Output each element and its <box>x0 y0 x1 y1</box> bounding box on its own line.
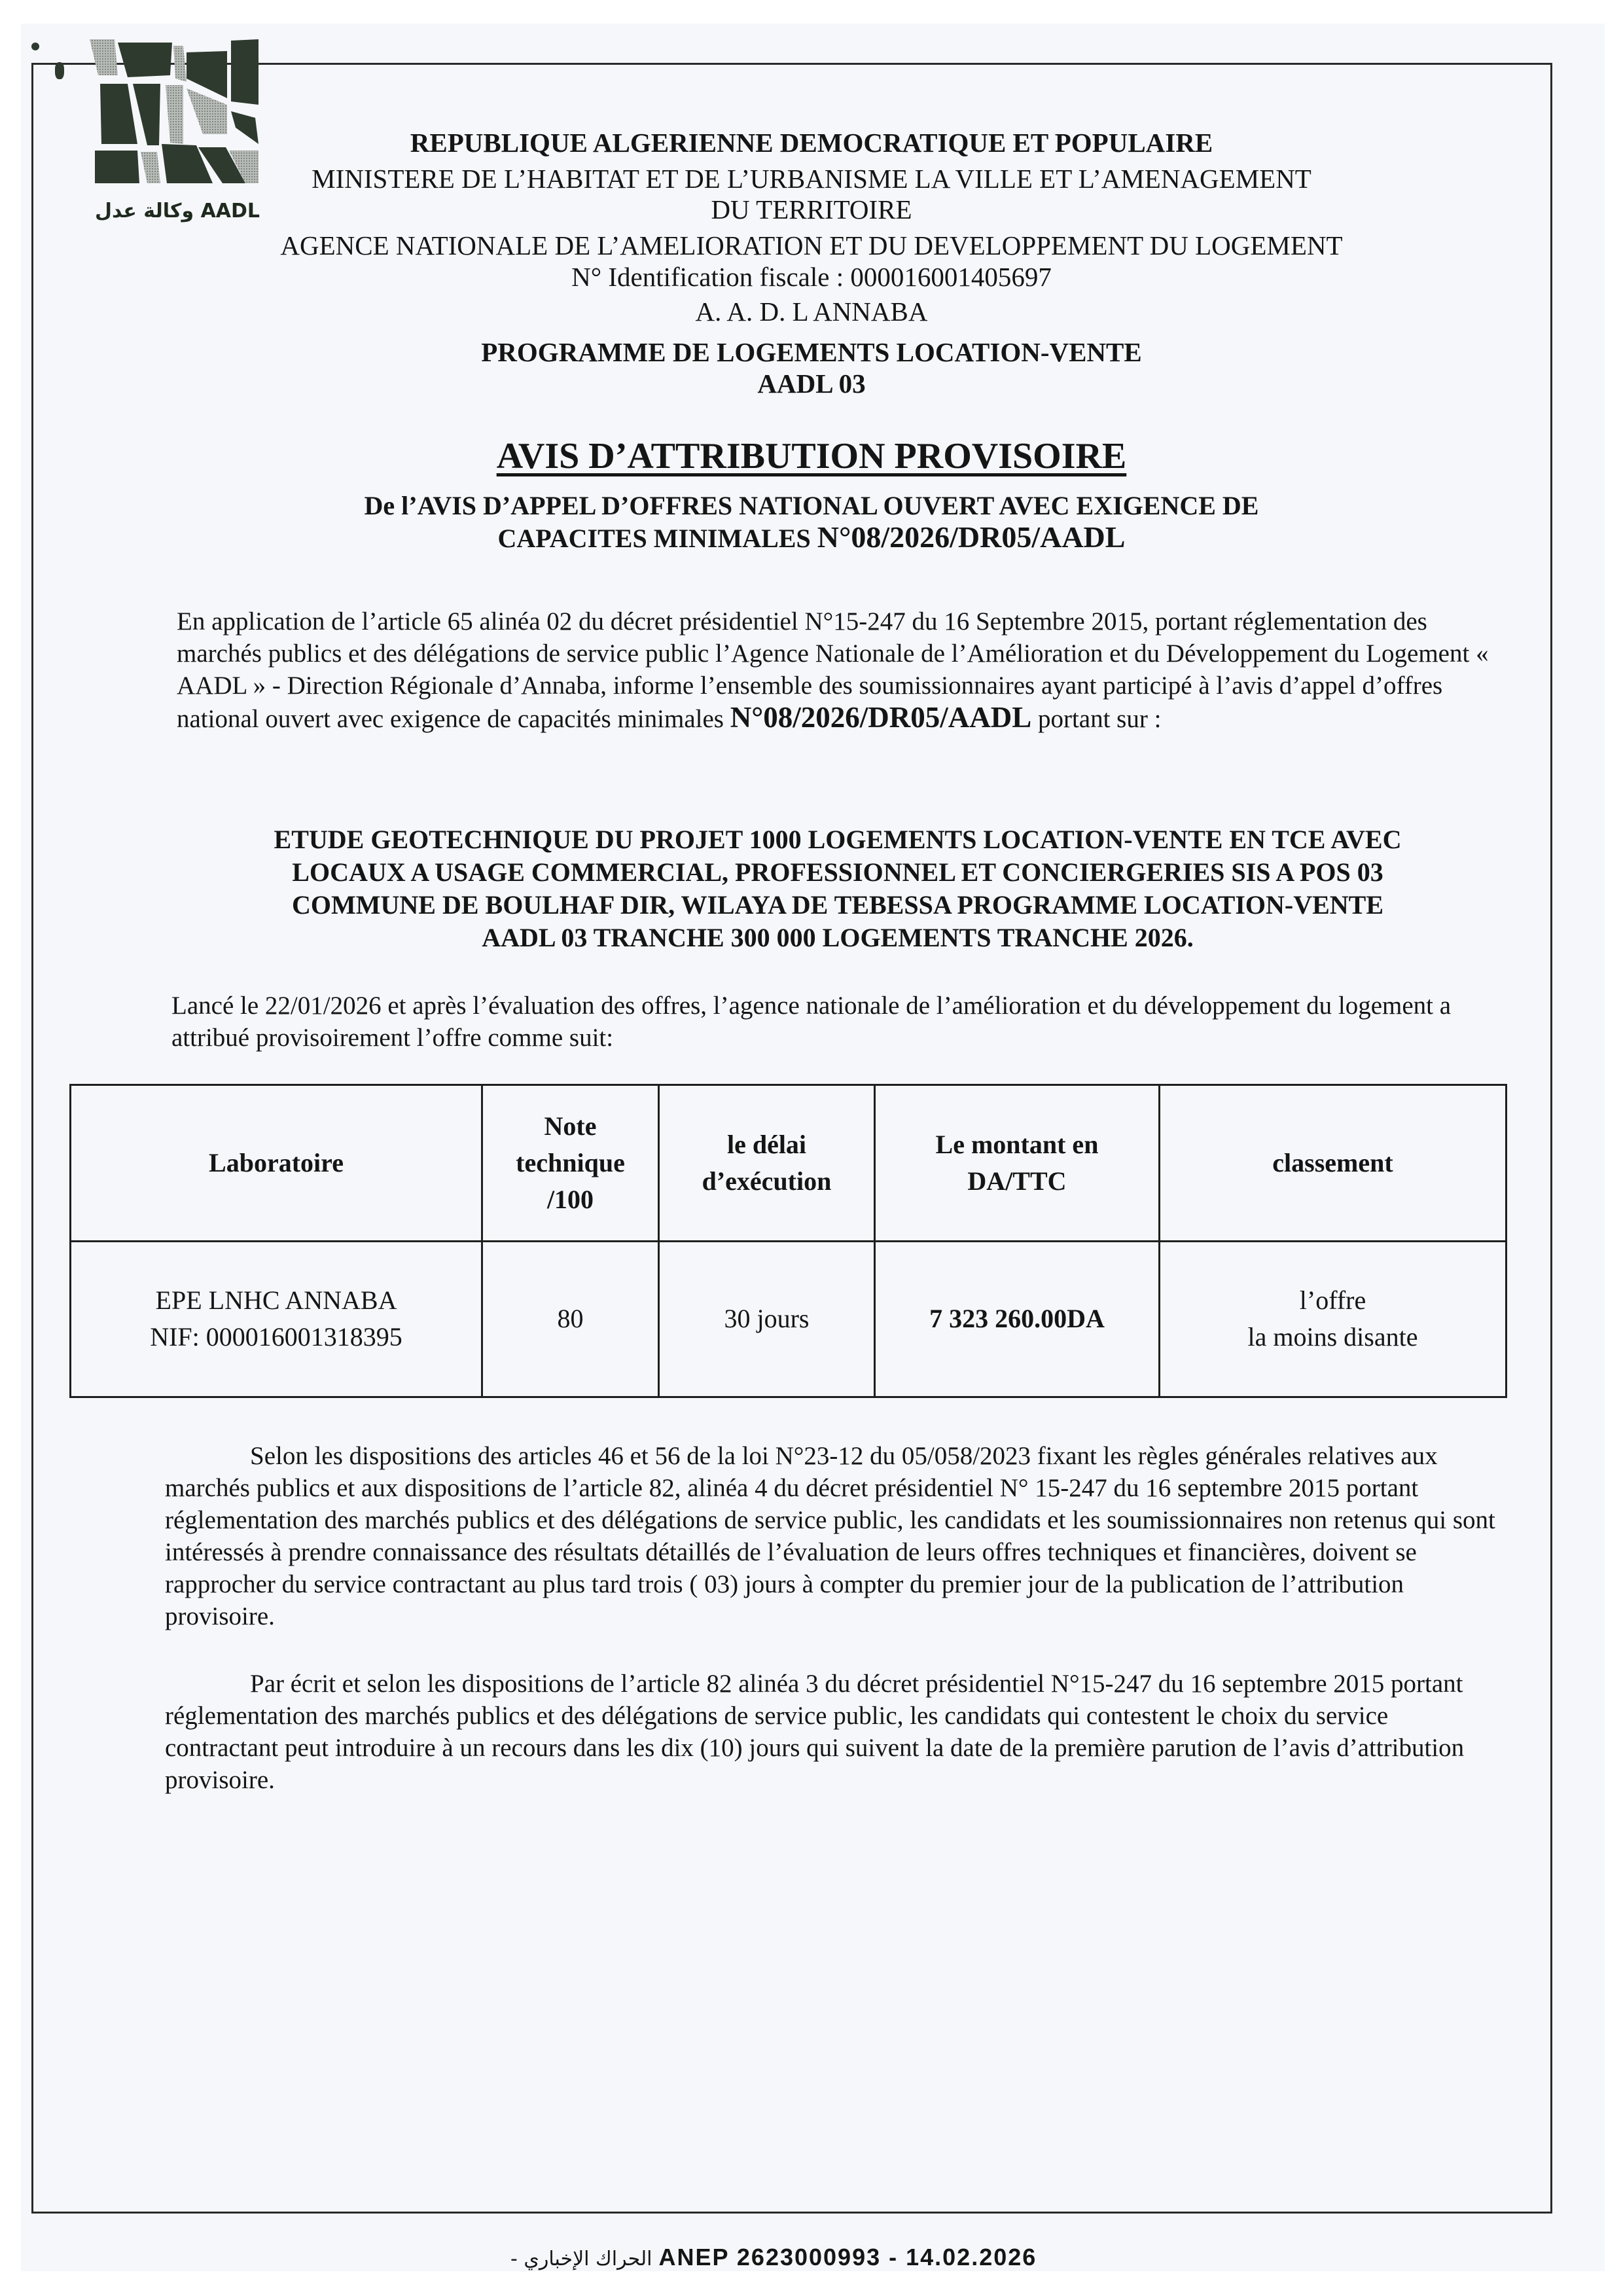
scan-speck <box>55 62 64 79</box>
header-amount <box>875 1085 1160 1242</box>
header-ministry: MINISTERE DE L’HABITAT ET DE L’URBANISME LA VILLE ET L’AMENAGEMENT <box>312 164 1311 194</box>
header-text: /100 <box>546 1184 594 1214</box>
header-republic: REPUBLIQUE ALGERIENNE DEMOCRATIQUE ET POPULAIRE <box>410 128 1213 158</box>
header-agency: AGENCE NATIONALE DE L’AMELIORATION ET DU DEVELOPPEMENT DU LOGEMENT <box>280 230 1343 260</box>
intro-tender-reference: N°08/2026/DR05/AADL <box>730 701 1032 734</box>
intro-paragraph <box>177 605 1505 735</box>
logo-caption: وكالة عدل AADL <box>95 200 260 223</box>
header-technical-score <box>482 1085 659 1242</box>
scan-speck <box>31 43 39 50</box>
header-ministry-cont: DU TERRITOIRE <box>711 194 912 224</box>
header-text: Le montant en <box>935 1129 1099 1159</box>
object-line: COMMUNE DE BOULHAF DIR, WILAYA DE TEBESSA PROGRAMME LOCATION-VENTE <box>291 890 1384 920</box>
notice-title: AVIS D’ATTRIBUTION PROVISOIRE <box>496 436 1127 476</box>
notice-title-wrap <box>0 435 1623 477</box>
footer-publisher-arabic: الحراك الإخباري - <box>510 2248 652 2270</box>
header-regional-office: A. A. D. L ANNABA <box>695 296 928 327</box>
header-laboratory: Laboratoire <box>71 1085 482 1242</box>
header-text: Note <box>544 1111 597 1141</box>
lab-name: EPE LNHC ANNABA <box>155 1285 397 1316</box>
intro-text: En application de l’article 65 alinéa 02 du décret présidentiel N°15-247 du 16 Septembre 2015, portant réglementation des marchés publics et des délégations de service public l’Agence Nationale de l’Amélioration et du Développement du Logement « AADL » - Direction Régionale d’Annaba, informe l’ensemble des soumissionnaires ayant participé à l’avis d’appel d’offres national ouvert avec exigence de capacités minimales <box>177 607 1489 733</box>
lab-nif: NIF: 000016001318395 <box>150 1322 402 1352</box>
header-fiscal-id: N° Identification fiscale : 000016001405697 <box>571 262 1052 292</box>
tender-object <box>170 823 1505 954</box>
provisions-paragraph-1: Selon les dispositions des articles 46 et 56 de la loi N°23-12 du 05/058/2023 fixant les règles générales relatives aux marchés publics et aux dispositions de l’article 82, alinéa 4 du décret présidentiel N° 15-247 du 16 septembre 2015 portant réglementation des marchés publics et des délégations de service public, les candidats et les soumissionnaires non retenus qui sont intéressés à prendre connaissance des résultats détaillés de l’évaluation de leurs offres techniques et financières, doivent se rapprocher du service contractant au plus tard trois ( 03) jours à compter du premier jour de la publication de l’attribution provisoire. <box>165 1442 1495 1630</box>
notice-subtitle-prefix: CAPACITES MINIMALES <box>497 524 817 553</box>
header-ranking: classement <box>1160 1085 1507 1242</box>
footer-anep-code: ANEP 2623000993 - 14.02.2026 <box>658 2244 1037 2270</box>
cell-technical-score: 80 <box>482 1241 659 1397</box>
header-program: PROGRAMME DE LOGEMENTS LOCATION-VENTE <box>481 337 1142 367</box>
cell-delay: 30 jours <box>659 1241 875 1397</box>
header-text: DA/TTC <box>967 1166 1067 1196</box>
header-text: technique <box>516 1147 625 1177</box>
provisions-paragraph-2: Par écrit et selon les dispositions de l’article 82 alinéa 3 du décret présidentiel N°15-247 du 16 septembre 2015 portant réglementation des marchés publics et des délégations de service public, les candidats qui contestent le choix du service contractant peut introduire à un recours dans les dix (10) jours qui suivent la date de la première parution de l’avis d’attribution provisoire. <box>165 1670 1465 1794</box>
ranking-line: la moins disante <box>1247 1322 1418 1352</box>
ranking-line: l’offre <box>1299 1285 1366 1316</box>
launch-paragraph: Lancé le 22/01/2026 et après l’évaluation des offres, l’agence nationale de l’amélioration et du développement du logement a attribué provisoirement l’offre comme suit: <box>171 992 1452 1052</box>
header-program-code: AADL 03 <box>757 368 866 399</box>
header-text: d’exécution <box>702 1166 832 1196</box>
object-line: ETUDE GEOTECHNIQUE DU PROJET 1000 LOGEMENTS LOCATION-VENTE EN TCE AVEC <box>274 825 1402 854</box>
notice-subtitle-line1: De l’AVIS D’APPEL D’OFFRES NATIONAL OUVERT AVEC EXIGENCE DE <box>364 491 1259 520</box>
notice-subtitle-line2 <box>0 521 1623 555</box>
header-delay <box>659 1085 875 1242</box>
table-header-row <box>71 1085 1507 1242</box>
cell-ranking <box>1160 1241 1507 1397</box>
table-row <box>71 1241 1507 1397</box>
header-text: le délai <box>726 1129 807 1159</box>
cell-amount: 7 323 260.00DA <box>875 1241 1160 1397</box>
intro-suffix: portant sur : <box>1031 705 1162 733</box>
object-line: AADL 03 TRANCHE 300 000 LOGEMENTS TRANCHE 2026. <box>482 923 1194 952</box>
object-line: LOCAUX A USAGE COMMERCIAL, PROFESSIONNEL ET CONCIERGERIES SIS A POS 03 <box>292 857 1383 887</box>
cell-laboratory <box>71 1241 482 1397</box>
publication-footer <box>510 2244 1139 2283</box>
attribution-table <box>69 1084 1507 1398</box>
tender-reference: N°08/2026/DR05/AADL <box>817 520 1126 554</box>
